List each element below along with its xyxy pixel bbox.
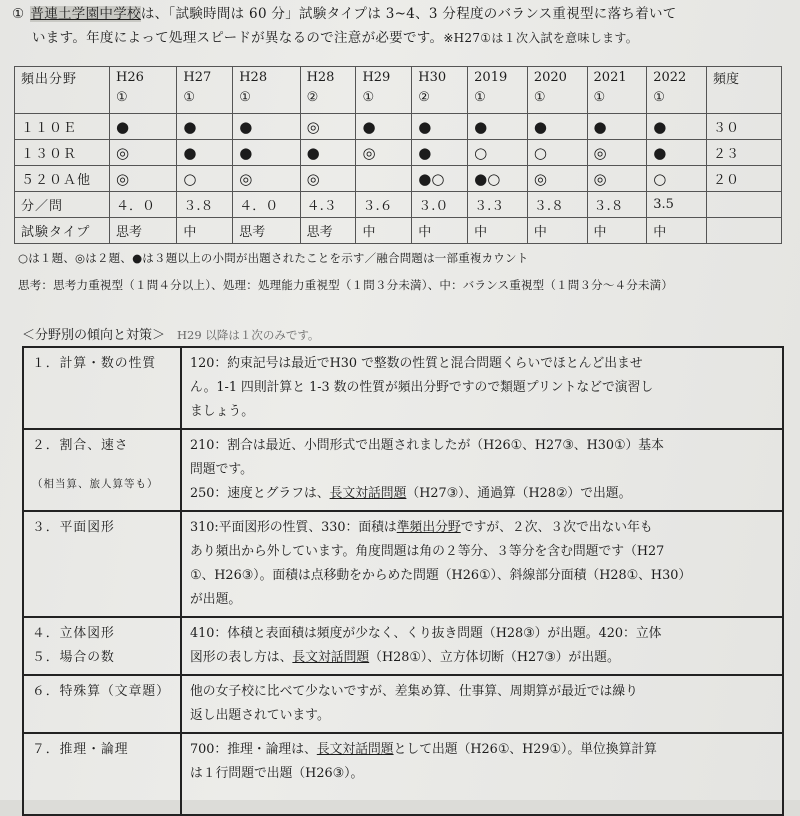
table-cell: 中 xyxy=(527,218,587,244)
category-label: ４．立体図形 xyxy=(32,626,115,641)
year-header: H26 ① xyxy=(110,67,177,114)
description-line: 310:平面図形の性質、330：面積は準頻出分野ですが、２次、３次で出ない年も xyxy=(190,520,653,535)
table-cell: ● xyxy=(356,114,412,140)
description-line: 他の女子校に比べて少ないですが、差集め算、仕事算、周期算が最近では繰り xyxy=(190,684,638,699)
table-cell: 思考 xyxy=(110,218,177,244)
underlined-term: 長文対話問題 xyxy=(292,650,370,665)
table-cell: ◎ xyxy=(233,166,300,192)
table-cell: ４．０ xyxy=(233,192,300,218)
table-row xyxy=(23,347,783,429)
category-label: ３．平面図形 xyxy=(32,520,115,535)
category-cell xyxy=(23,347,181,429)
table-cell: ●○ xyxy=(468,166,528,192)
category-cell xyxy=(23,617,181,675)
intro-line-1 xyxy=(12,2,787,26)
description-line: 問題です。 xyxy=(190,462,253,477)
description-cell xyxy=(181,733,783,815)
year-header: 2020 ① xyxy=(527,67,587,114)
table-cell: 中 xyxy=(412,218,468,244)
legend-line-1: ○は１題、◎は２題、●は３題以上の小問が出題されたことを示す／融合問題は一部重複カウント xyxy=(18,251,529,265)
description-line: 図形の表し方は、長文対話問題（H28①）、立方体切断（H27③）が出題。 xyxy=(190,650,620,665)
intro-paragraph xyxy=(12,2,787,50)
description-line: 210：割合は最近、小問形式で出題されましたが（H26①、H27③、H30①）基本 xyxy=(190,438,664,453)
table-cell: ○ xyxy=(468,140,528,166)
table-cell: 中 xyxy=(587,218,647,244)
table-cell: ● xyxy=(647,114,707,140)
table-cell xyxy=(356,166,412,192)
frequency-table xyxy=(14,66,782,244)
year-header: H29 ① xyxy=(356,67,412,114)
table-cell: ○ xyxy=(647,166,707,192)
frequency-value: ２０ xyxy=(707,166,782,192)
intro-line-1-text: は、「試験時間は 60 分」試験タイプは 3~4、3 分程度のバランス重視型に落ち着いて xyxy=(140,6,677,22)
table-cell: ● xyxy=(647,140,707,166)
description-line: あり頻出から外しています。角度問題は角の２等分、３等分を含む問題です（H27 xyxy=(190,544,665,559)
table-cell: ◎ xyxy=(587,140,647,166)
table-cell: ● xyxy=(233,114,300,140)
underlined-term: 長文対話問題 xyxy=(316,742,394,757)
table-cell: ◎ xyxy=(300,166,356,192)
table-cell: ●○ xyxy=(412,166,468,192)
description-line: 700：推理・論理は、長文対話問題として出題（H26①、H29①）。単位換算計算 xyxy=(190,742,657,757)
category-label: １．計算・数の性質 xyxy=(32,356,157,371)
table-cell: ◎ xyxy=(110,140,177,166)
table-cell: ● xyxy=(412,140,468,166)
description-line: ましょう。 xyxy=(190,404,254,419)
year-header: H28 ② xyxy=(300,67,356,114)
section-title xyxy=(22,324,319,343)
table-row xyxy=(23,617,783,675)
category-label: ６．特殊算（文章題） xyxy=(32,684,170,699)
table-cell: ４．０ xyxy=(110,192,177,218)
table-cell: ● xyxy=(587,114,647,140)
category-label: ２．割合、速さ xyxy=(32,438,129,453)
table-row xyxy=(15,114,782,140)
frequency-value: ２３ xyxy=(707,140,782,166)
table-cell: ● xyxy=(110,114,177,140)
header-label: 頻出分野 xyxy=(15,67,110,114)
table-row xyxy=(23,511,783,617)
year-header: 2022 ① xyxy=(647,67,707,114)
table-cell: 中 xyxy=(647,218,707,244)
table-cell: ○ xyxy=(177,166,233,192)
category-label: ７．推理・論理 xyxy=(32,742,129,757)
table-cell: 中 xyxy=(177,218,233,244)
year-header: 2019 ① xyxy=(468,67,528,114)
category-cell xyxy=(23,429,181,511)
section-title-text: ＜分野別の傾向と対策＞ xyxy=(22,328,166,343)
category-cell xyxy=(23,511,181,617)
description-line: 250：速度とグラフは、長文対話問題（H27③）、通過算（H28②）で出題。 xyxy=(190,486,632,501)
table-cell: ３.３ xyxy=(468,192,528,218)
year-header: 2021 ① xyxy=(587,67,647,114)
table-cell: ３.８ xyxy=(527,192,587,218)
table-cell: 中 xyxy=(356,218,412,244)
frequency-header: 頻度 xyxy=(707,67,782,114)
row-label: 試験タイプ xyxy=(15,218,110,244)
description-line: 120：約束記号は最近でH30 で整数の性質と混合問題くらいでほとんど出ませ xyxy=(190,356,643,371)
row-label: 分／問 xyxy=(15,192,110,218)
category-note: （相当算、旅人算等も） xyxy=(32,478,159,490)
table-row xyxy=(23,733,783,815)
school-name: 普連土学園中学校 xyxy=(30,6,141,22)
table-cell: ○ xyxy=(527,140,587,166)
table-cell: ３.６ xyxy=(356,192,412,218)
description-cell xyxy=(181,511,783,617)
table-row xyxy=(15,166,782,192)
table-cell xyxy=(707,192,782,218)
row-label: １３０Ｒ xyxy=(15,140,110,166)
year-header: H30 ② xyxy=(412,67,468,114)
description-line: ①、H26③）。面積は点移動をからめた問題（H26①）、斜線部分面積（H28①、H30） xyxy=(190,568,692,583)
description-line: ん。1-1 四則計算と 1-3 数の性質が頻出分野ですので類題プリントなどで演習し xyxy=(190,380,654,395)
description-cell xyxy=(181,617,783,675)
table-cell: ● xyxy=(300,140,356,166)
table-cell: 思考 xyxy=(300,218,356,244)
table-cell: 思考 xyxy=(233,218,300,244)
table-cell: ３.０ xyxy=(412,192,468,218)
description-cell xyxy=(181,347,783,429)
table-cell: ● xyxy=(468,114,528,140)
table-cell: ３.８ xyxy=(177,192,233,218)
table-cell: ◎ xyxy=(110,166,177,192)
row-label: ５２０Ａ他 xyxy=(15,166,110,192)
table-cell: 3.5 xyxy=(647,192,707,218)
intro-note: ※H27①は１次入試を意味します。 xyxy=(443,31,639,45)
table-cell xyxy=(707,218,782,244)
year-header: H27 ① xyxy=(177,67,233,114)
table-cell: ◎ xyxy=(587,166,647,192)
category-label: ５．場合の数 xyxy=(32,650,115,665)
description-line: は１行問題で出題（H26③）。 xyxy=(190,766,364,781)
table-cell: ◎ xyxy=(300,114,356,140)
table-cell: ◎ xyxy=(356,140,412,166)
category-cell xyxy=(23,675,181,733)
description-line: 410：体積と表面積は頻度が少なく、くり抜き問題（H28③）が出題。420：立体 xyxy=(190,626,662,641)
intro-line-2 xyxy=(12,26,787,50)
category-cell xyxy=(23,733,181,815)
table-row xyxy=(23,675,783,733)
table-cell: ● xyxy=(233,140,300,166)
table-row xyxy=(15,218,782,244)
table-cell: ３.８ xyxy=(587,192,647,218)
table-row xyxy=(15,192,782,218)
item-number: ① xyxy=(12,6,25,22)
description-line: 返し出題されています。 xyxy=(190,708,330,723)
table-cell: ● xyxy=(177,140,233,166)
table-cell: ● xyxy=(177,114,233,140)
table-row xyxy=(23,429,783,511)
legend-line-2: 思考：思考力重視型（１問４分以上）、処理：処理能力重視型（１問３分未満）、中：バランス重視型（１問３分～４分未満） xyxy=(18,278,674,292)
table-cell: ◎ xyxy=(527,166,587,192)
description-line: が出題。 xyxy=(190,592,242,607)
table-cell: ● xyxy=(412,114,468,140)
row-label: １１０Ｅ xyxy=(15,114,110,140)
description-cell xyxy=(181,675,783,733)
underlined-term: 長文対話問題 xyxy=(329,486,407,501)
section-subtitle: H29 以降は１次のみです。 xyxy=(177,328,320,342)
table-cell: 中 xyxy=(468,218,528,244)
table-cell: ４.３ xyxy=(300,192,356,218)
frequency-table-header xyxy=(15,67,782,114)
table-row xyxy=(15,140,782,166)
trend-table xyxy=(22,346,784,816)
table-cell: ● xyxy=(527,114,587,140)
year-header: H28 ① xyxy=(233,67,300,114)
frequency-value: ３０ xyxy=(707,114,782,140)
description-cell xyxy=(181,429,783,511)
intro-line-2-text: います。年度によって処理スピードが異なるので注意が必要です。 xyxy=(32,30,444,46)
underlined-term: 準頻出分野 xyxy=(396,520,461,535)
